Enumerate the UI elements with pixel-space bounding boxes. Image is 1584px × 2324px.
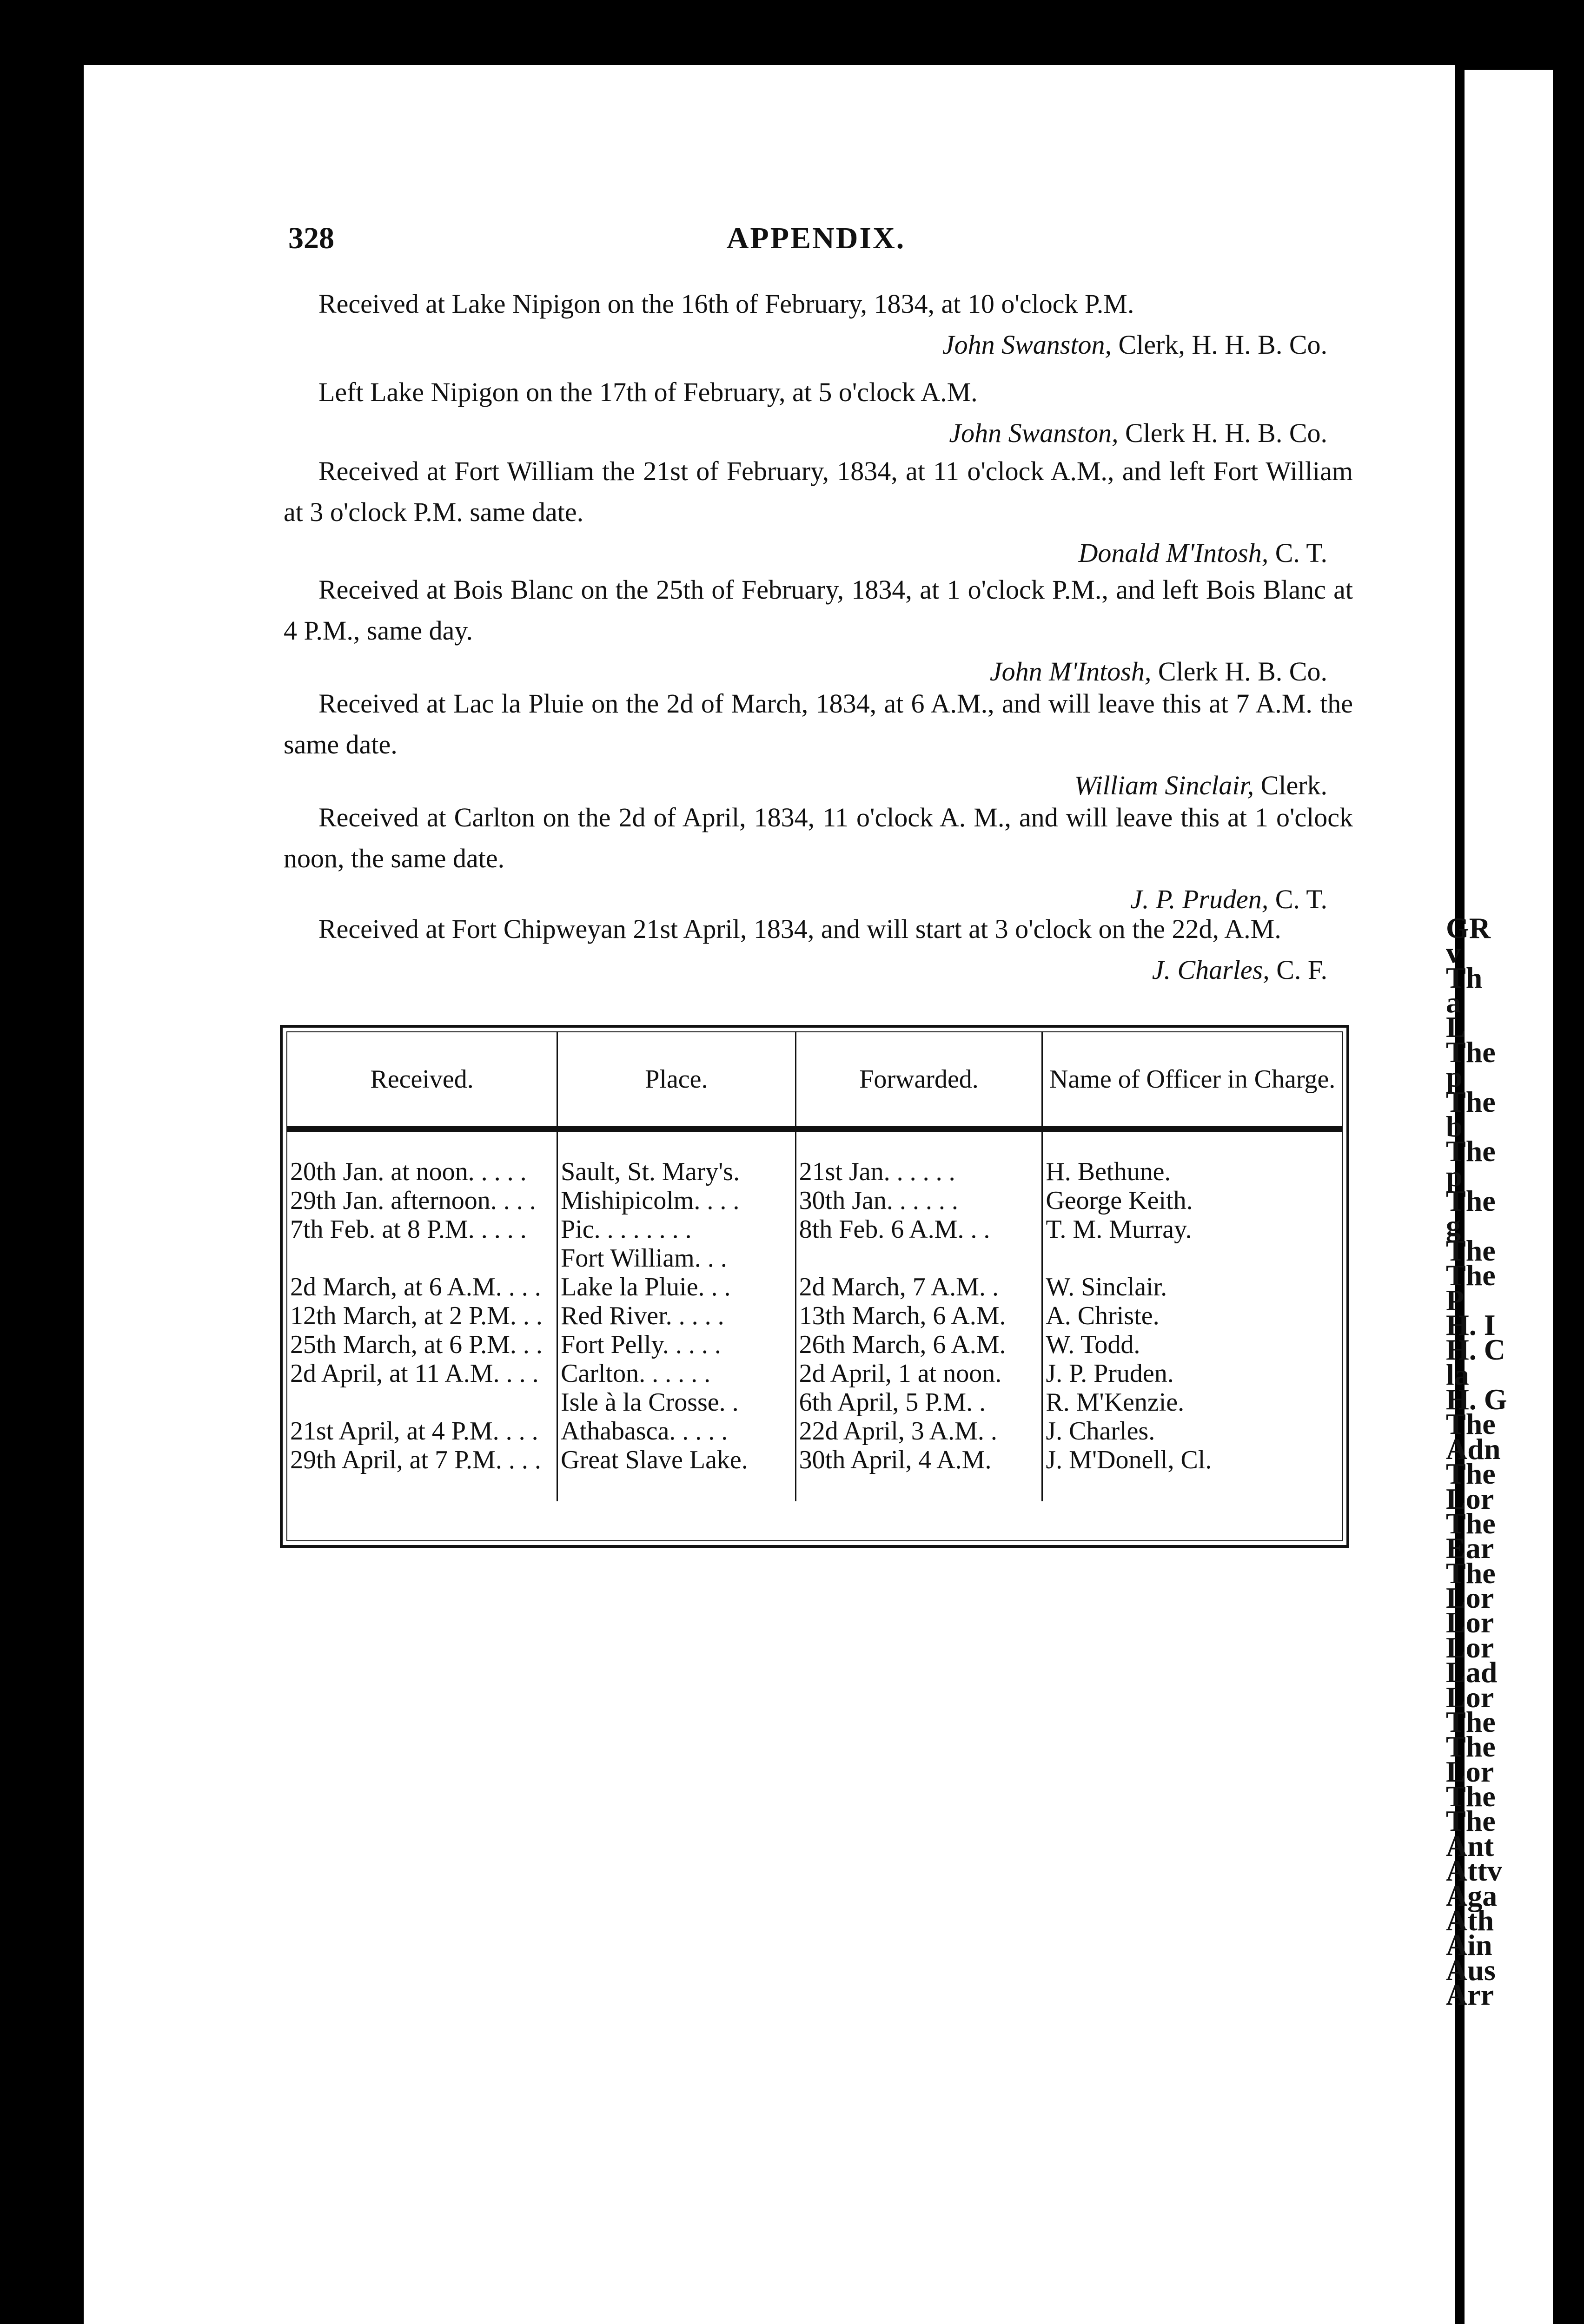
edge-word: Lor — [1446, 1581, 1494, 1614]
table-body — [287, 1129, 1342, 1501]
edge-word: H. G — [1446, 1383, 1507, 1416]
entry-text: Received at Carlton on the 2d of April, 1834, 11 o'clock A. M., and will leave this at 1 o'clock noon, the same date. — [284, 802, 1353, 873]
edge-word: Aus — [1446, 1954, 1496, 1987]
cell-forwarded: 6th April, 5 P.M. . — [795, 1388, 1042, 1417]
page-number: 328 — [288, 221, 334, 255]
signer-name: John M'Intosh, — [989, 656, 1152, 687]
edge-word: Arr — [1446, 1978, 1494, 2011]
cell-place: Red River. . . . . — [557, 1301, 796, 1330]
edge-word: p — [1446, 1060, 1463, 1093]
cell-place: Fort William. . . — [557, 1244, 796, 1273]
edge-word: The — [1446, 1036, 1496, 1069]
cell-received: 12th March, at 2 P.M. . . — [287, 1301, 557, 1330]
cell-place: Mishipicolm. . . . — [557, 1186, 796, 1215]
entry-carlton — [284, 797, 1353, 920]
table-row — [287, 1244, 1342, 1273]
page-title: APPENDIX. — [726, 221, 906, 255]
edge-word: Lor — [1446, 1482, 1494, 1515]
signer-title: C. F. — [1276, 955, 1327, 985]
edge-word: Lor — [1446, 1755, 1494, 1788]
edge-word: P — [1446, 1284, 1465, 1317]
edge-word: The — [1446, 1507, 1496, 1540]
cell-officer: W. Sinclair. — [1046, 1273, 1167, 1301]
table-row — [287, 1359, 1342, 1388]
cell-officer: George Keith. — [1046, 1186, 1193, 1215]
cell-received: 21st April, at 4 P.M. . . . — [287, 1417, 557, 1446]
cell-place: Athabasca. . . . . — [557, 1417, 796, 1446]
signer-title: Clerk. — [1260, 770, 1327, 800]
cell-forwarded: 8th Feb. 6 A.M. . . — [795, 1215, 1042, 1244]
edge-word: The — [1446, 1457, 1496, 1490]
table-row — [287, 1186, 1342, 1215]
column-header-place: Place. — [557, 1032, 796, 1129]
cell-place: Great Slave Lake. — [557, 1446, 796, 1501]
edge-word: Th — [1446, 961, 1483, 994]
edge-word: H. I — [1446, 1308, 1496, 1341]
edge-word: Ain — [1446, 1928, 1492, 1961]
edge-word: v — [1446, 936, 1461, 969]
cell-officer: R. M'Kenzie. — [1046, 1388, 1185, 1417]
cell-place: Isle à la Crosse. . — [557, 1388, 796, 1417]
cell-officer: A. Christe. — [1046, 1301, 1160, 1330]
edge-word: The — [1446, 1804, 1496, 1837]
entry-signature — [284, 533, 1353, 574]
cell-place: Lake la Pluie. . . — [557, 1273, 796, 1301]
table-row — [287, 1273, 1342, 1301]
signer-name: John Swanston, — [942, 330, 1112, 360]
signer-title: Clerk H. B. Co. — [1158, 656, 1327, 687]
edge-word: a — [1446, 986, 1461, 1019]
edge-word: The — [1446, 1234, 1496, 1267]
cell-officer: J. P. Pruden. — [1046, 1359, 1174, 1388]
cell-forwarded: 2d April, 1 at noon. — [795, 1359, 1042, 1388]
entry-signature — [284, 413, 1353, 454]
cell-received: 2d March, at 6 A.M. . . . — [287, 1273, 557, 1301]
cell-received: 29th April, at 7 P.M. . . . — [287, 1446, 557, 1501]
entry-bois-blanc — [284, 569, 1353, 692]
cell-place: Sault, St. Mary's. — [557, 1129, 796, 1186]
entry-text: Received at Fort Chipweyan 21st April, 1834, and will start at 3 o'clock on the 22d, A.M. — [318, 914, 1281, 944]
table-header-row — [287, 1032, 1342, 1129]
edge-word: L — [1446, 1010, 1466, 1043]
entry-text: Received at Lake Nipigon on the 16th of February, 1834, at 10 o'clock P.M. — [318, 289, 1134, 319]
cell-place: Pic. . . . . . . . — [557, 1215, 796, 1244]
cell-officer — [1042, 1244, 1342, 1273]
signer-title: C. T. — [1275, 538, 1327, 568]
edge-word: Lor — [1446, 1681, 1494, 1714]
edge-word: g — [1446, 1209, 1461, 1242]
table-row — [287, 1301, 1342, 1330]
table-row — [287, 1215, 1342, 1244]
edge-word: The — [1446, 1135, 1496, 1168]
cell-place: Fort Pelly. . . . . — [557, 1330, 796, 1359]
edge-word: GR — [1446, 911, 1491, 944]
cell-officer: J. M'Donell, Cl. — [1046, 1446, 1212, 1474]
cell-forwarded: 21st Jan. . . . . . — [795, 1129, 1042, 1186]
edge-word: Ear — [1446, 1532, 1494, 1565]
cell-forwarded: 2d March, 7 A.M. . — [795, 1273, 1042, 1301]
signer-name: John Swanston, — [949, 418, 1119, 448]
cell-forwarded: 22d April, 3 A.M. . — [795, 1417, 1042, 1446]
signer-name: Donald M'Intosh, — [1078, 538, 1269, 568]
signer-name: William Sinclair, — [1074, 770, 1254, 800]
column-header-forwarded: Forwarded. — [795, 1032, 1042, 1129]
signer-title: Clerk H. H. B. Co. — [1125, 418, 1327, 448]
entry-fort-chipweyan — [284, 909, 1353, 990]
cell-officer: J. Charles. — [1046, 1417, 1155, 1446]
entry-lake-nipigon-received — [284, 284, 1353, 365]
column-header-officer: Name of Officer in Charge. — [1042, 1032, 1342, 1129]
entry-signature — [284, 950, 1353, 990]
entry-text: Received at Bois Blanc on the 25th of February, 1834, at 1 o'clock P.M., and left Bois Blanc at 4 P.M., same day. — [284, 574, 1353, 646]
cell-officer: W. Todd. — [1046, 1330, 1140, 1359]
cell-officer: H. Bethune. — [1046, 1157, 1171, 1186]
signer-title: C. T. — [1275, 884, 1327, 914]
cell-forwarded — [795, 1244, 1042, 1273]
edge-word: la — [1446, 1358, 1469, 1391]
cell-forwarded: 30th April, 4 A.M. — [795, 1446, 1042, 1501]
cell-received — [287, 1244, 557, 1273]
entry-lac-la-pluie — [284, 683, 1353, 806]
edge-word: Aga — [1446, 1879, 1498, 1912]
table-row — [287, 1388, 1342, 1417]
ledger-frame — [286, 1031, 1343, 1541]
column-header-received: Received. — [287, 1032, 557, 1129]
edge-word: b — [1446, 1110, 1463, 1143]
entry-text: Received at Lac la Pluie on the 2d of March, 1834, at 6 A.M., and will leave this at 7 A.M. the same date. — [284, 688, 1353, 759]
cell-officer: T. M. Murray. — [1046, 1215, 1192, 1244]
edge-word: The — [1446, 1780, 1496, 1813]
table-row — [287, 1129, 1342, 1186]
signer-title: Clerk, H. H. B. Co. — [1118, 330, 1327, 360]
edge-word: p — [1446, 1160, 1463, 1193]
table-row — [287, 1417, 1342, 1446]
cell-received: 20th Jan. at noon. . . . . — [287, 1129, 557, 1186]
cell-forwarded: 30th Jan. . . . . . — [795, 1186, 1042, 1215]
cell-forwarded: 26th March, 6 A.M. — [795, 1330, 1042, 1359]
entry-lake-nipigon-left — [284, 372, 1353, 454]
edge-word: Lad — [1446, 1656, 1498, 1689]
edge-word: The — [1446, 1730, 1496, 1763]
entry-text: Received at Fort William the 21st of February, 1834, at 11 o'clock A.M., and left Fort William at 3 o'clock P.M. same date. — [284, 456, 1353, 527]
cell-forwarded: 13th March, 6 A.M. — [795, 1301, 1042, 1330]
cell-received: 2d April, at 11 A.M. . . . — [287, 1359, 557, 1388]
cell-received: 25th March, at 6 P.M. . . — [287, 1330, 557, 1359]
edge-word: The — [1446, 1184, 1496, 1217]
edge-word: H. C — [1446, 1333, 1505, 1366]
cell-place: Carlton. . . . . . — [557, 1359, 796, 1388]
express-ledger-table — [280, 1025, 1349, 1548]
edge-word: The — [1446, 1259, 1496, 1292]
edge-word: The — [1446, 1705, 1496, 1738]
edge-word: Lor — [1446, 1631, 1494, 1664]
cell-received — [287, 1388, 557, 1417]
table-row — [287, 1330, 1342, 1359]
entry-fort-william — [284, 451, 1353, 574]
edge-word: Ath — [1446, 1904, 1494, 1937]
edge-word: The — [1446, 1407, 1496, 1440]
edge-word: Adn — [1446, 1433, 1501, 1466]
signer-name: J. Charles, — [1152, 955, 1270, 985]
cell-received: 7th Feb. at 8 P.M. . . . . — [287, 1215, 557, 1244]
edge-word: Lor — [1446, 1606, 1494, 1639]
ledger-grid — [287, 1032, 1342, 1501]
page-header — [279, 221, 1353, 258]
edge-word: Ant — [1446, 1829, 1494, 1862]
edge-word: The — [1446, 1085, 1496, 1118]
entry-text: Left Lake Nipigon on the 17th of February, at 5 o'clock A.M. — [318, 377, 978, 407]
edge-word: Attv — [1446, 1854, 1502, 1887]
signer-name: J. P. Pruden, — [1130, 884, 1269, 914]
cell-received: 29th Jan. afternoon. . . . — [287, 1186, 557, 1215]
table-row — [287, 1446, 1342, 1501]
entry-signature — [284, 324, 1353, 365]
edge-word: The — [1446, 1557, 1496, 1590]
